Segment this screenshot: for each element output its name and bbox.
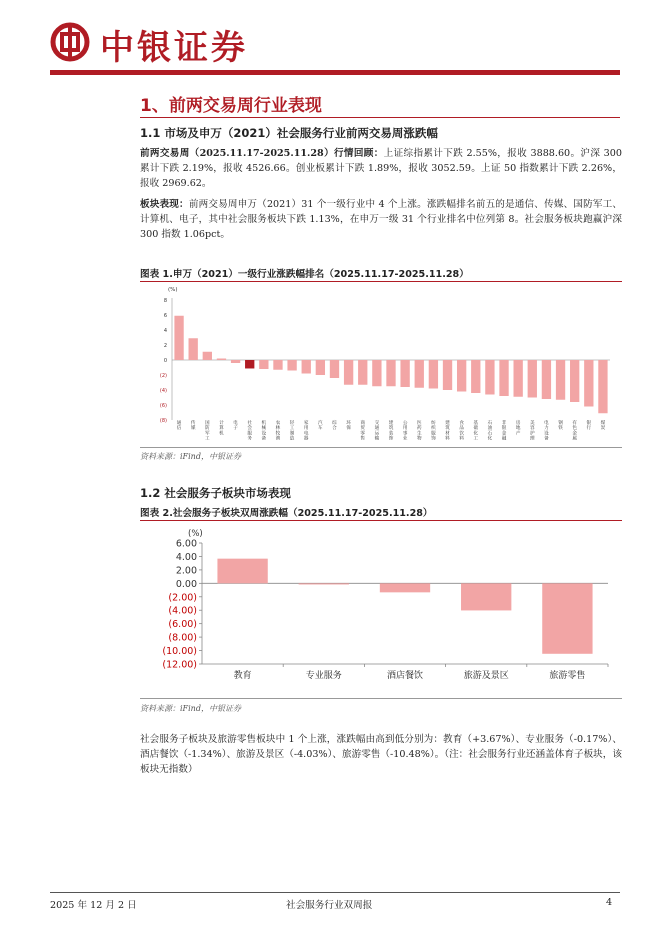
chart1-bar <box>217 359 226 361</box>
chart1-bar <box>174 316 183 360</box>
chart1-ytick: 2 <box>163 343 167 349</box>
chart1-xtick-label: 传媒 <box>190 421 196 432</box>
chart1-xtick-label: 家用电器 <box>303 421 309 442</box>
chart1-bar <box>542 360 551 399</box>
chart2-xtick-label: 旅游及景区 <box>463 671 509 681</box>
chart1-xtick-label: 通信 <box>176 421 182 432</box>
chart1-bar <box>273 360 282 370</box>
chart1-xtick-label: 银行 <box>586 421 592 432</box>
figure-1-bottom-rule <box>140 447 622 448</box>
chart2-bar <box>542 583 592 653</box>
chart2-xtick-label: 酒店餐饮 <box>386 671 424 681</box>
section-title: 1、前两交易周行业表现 <box>140 96 322 116</box>
chart1-bar <box>471 360 480 393</box>
chart1-ytick: (4) <box>159 388 167 394</box>
chart2-ytick: 2.00 <box>175 565 197 577</box>
chart1-bar <box>429 360 438 389</box>
chart1-bar <box>287 360 296 371</box>
chart1-ylabel: (%) <box>168 287 178 293</box>
chart1-bar <box>386 360 395 386</box>
figure-1-source: 资料来源：iFind，中银证券 <box>140 452 241 461</box>
chart1-xtick-label: 有色金属 <box>572 421 577 442</box>
figure-2-source: 资料来源：iFind，中银证券 <box>140 704 241 713</box>
chart1-bar <box>556 360 565 400</box>
brand-name: 中银证券 <box>100 28 248 68</box>
chart2-ytick: (12.00) <box>162 659 197 671</box>
footer-rule <box>50 892 620 893</box>
chart1-xtick-label: 公用事业 <box>402 421 408 442</box>
chart1-bar <box>245 360 254 368</box>
footer-page-number: 4 <box>606 897 613 908</box>
sector-performance-label: 板块表现： <box>140 199 189 210</box>
chart1-bar <box>302 360 311 374</box>
chart2-ylabel: (%) <box>188 529 203 539</box>
subsector-summary-paragraph: 社会服务子板块及旅游零售板块中 1 个上涨，涨跌幅由高到低分别为：教育（+3.67%）、专业服务（-0.17%）、酒店餐饮（-1.34%）、旅游及景区（-4.03%）、旅游零售（-10.48%）。（注：社会服务行业还涵盖体育子板块，该板块无指数） <box>140 734 622 775</box>
figure-2-title: 图表 2.社会服务子板块双周涨跌幅（2025.11.17-2025.11.28） <box>140 508 433 519</box>
chart1-bar <box>189 338 198 360</box>
chart1-ytick: 6 <box>163 313 167 319</box>
chart1-bar <box>528 360 537 398</box>
market-review-label: 前两交易周（2025.11.17-2025.11.28）行情回顾： <box>140 148 384 159</box>
chart1-xtick-label: 纺织服饰 <box>431 421 436 442</box>
chart2-ytick: (6.00) <box>168 619 197 631</box>
chart1-bar <box>231 360 240 363</box>
chart1-bar <box>443 360 452 390</box>
subsection-1-1-title: 1.1 市场及申万（2021）社会服务行业前两交易周涨跌幅 <box>140 126 438 140</box>
chart1-xtick-label: 食品饮料 <box>459 421 464 442</box>
chart2-ytick: 6.00 <box>175 538 197 550</box>
footer-report-name: 社会服务行业双周报 <box>286 900 373 911</box>
chart2-bar <box>299 583 349 584</box>
figure-2-rule <box>140 520 622 521</box>
chart1-bar <box>259 360 268 369</box>
chart1-bar <box>344 360 353 385</box>
chart2-bar <box>461 583 511 610</box>
market-review-paragraph <box>140 146 622 191</box>
section-rule <box>140 117 620 118</box>
chart1-bar <box>598 360 607 413</box>
footer-date: 2025 年 12 月 2 日 <box>50 900 137 911</box>
chart1-bar <box>485 360 494 395</box>
header-rule <box>50 70 620 75</box>
chart1-xtick-label: 社会服务 <box>247 421 253 442</box>
chart1-xtick-label: 钢铁 <box>558 421 563 432</box>
chart1-xtick-label: 医药生物 <box>416 421 422 442</box>
chart2-ytick: 0.00 <box>175 578 197 590</box>
chart1-xtick-label: 房地产 <box>515 421 521 437</box>
chart1-bar <box>316 360 325 375</box>
chart2-bar <box>380 583 430 592</box>
chart1-ytick: 0 <box>163 358 167 364</box>
chart2-xtick-label: 旅游零售 <box>549 671 586 681</box>
chart1-xtick-label: 计算机 <box>219 421 224 437</box>
chart1-xtick-label: 商贸零售 <box>360 421 366 442</box>
chart2-ytick: (10.00) <box>162 646 197 658</box>
chart1-xtick-label: 机械设备 <box>261 421 267 442</box>
boc-logo-icon <box>50 22 90 62</box>
chart1-xtick-label: 交通运输 <box>374 421 380 442</box>
chart2-ytick: 4.00 <box>175 551 197 563</box>
chart2-bar <box>217 559 267 584</box>
chart1-ytick: (6) <box>159 403 167 409</box>
chart1-ytick: 4 <box>163 328 167 334</box>
chart1-ytick: (2) <box>159 373 167 379</box>
sector-performance-text: 前两交易周申万（2021）31 个一级行业中 4 个上涨。涨跌幅排名前五的是通信、传媒、国防军工、计算机、电子，其中社会服务板块下跌 1.13%，在申万一级 31 个行业排名中位列第 8。社会服务板块跑赢沪深 300 指数 1.06pct。 <box>140 199 623 240</box>
chart1-bar <box>499 360 508 396</box>
chart1-xtick-label: 美容护理 <box>529 421 535 442</box>
chart1-xtick-label: 综合 <box>332 421 337 432</box>
chart1-bar <box>415 360 424 388</box>
chart2-ytick: (4.00) <box>168 605 197 617</box>
chart1-xtick-label: 电力设备 <box>544 421 549 442</box>
chart1-bar <box>372 360 381 386</box>
chart1-xtick-label: 煤炭 <box>600 421 606 432</box>
chart1-bar <box>400 360 409 387</box>
chart1-xtick-label: 环保 <box>346 421 351 432</box>
chart2-ytick: (2.00) <box>168 592 197 604</box>
market-review-text: 上证综指累计下跌 2.55%，报收 3888.60。沪深 300 累计下跌 2.19%，报收 4526.66。创业板累计下跌 1.89%，报收 3052.59。上证 50 指数累计下跌 2.26%，报收 2969.62。 <box>140 148 622 189</box>
chart1-xtick-label: 轻工制造 <box>289 421 295 442</box>
chart1-xtick-label: 建筑装饰 <box>388 421 394 442</box>
chart1-xtick-label: 农林牧渔 <box>275 421 281 442</box>
figure-1-chart <box>140 283 622 443</box>
chart1-xtick-label: 石油石化 <box>487 421 493 442</box>
figure-2-chart <box>140 523 622 695</box>
chart1-bar <box>570 360 579 402</box>
chart2-xtick-label: 专业服务 <box>305 671 342 681</box>
figure-2-bottom-rule <box>140 698 622 699</box>
chart1-bar <box>584 360 593 407</box>
chart1-xtick-label: 建筑材料 <box>445 421 450 442</box>
sector-performance-paragraph <box>140 197 622 242</box>
chart2-xtick-label: 教育 <box>233 671 252 681</box>
chart1-bar <box>330 360 339 378</box>
chart1-xtick-label: 国防军工 <box>205 421 210 442</box>
chart1-xtick-label: 汽车 <box>318 421 323 432</box>
figure-1-title: 图表 1.申万（2021）一级行业涨跌幅排名（2025.11.17-2025.11.28） <box>140 269 469 280</box>
chart1-bar <box>513 360 522 397</box>
chart1-bar <box>457 360 466 392</box>
chart1-bar <box>358 360 367 385</box>
chart1-bar <box>203 352 212 360</box>
chart1-xtick-label: 电子 <box>233 421 238 432</box>
figure-1-rule <box>140 281 622 282</box>
chart1-ytick: (8) <box>159 418 167 424</box>
chart1-ytick: 8 <box>163 298 167 304</box>
chart1-xtick-label: 基础化工 <box>473 421 479 442</box>
chart2-ytick: (8.00) <box>168 632 197 644</box>
subsection-1-2-title: 1.2 社会服务子板块市场表现 <box>140 486 291 500</box>
chart1-xtick-label: 非银金融 <box>501 421 507 442</box>
